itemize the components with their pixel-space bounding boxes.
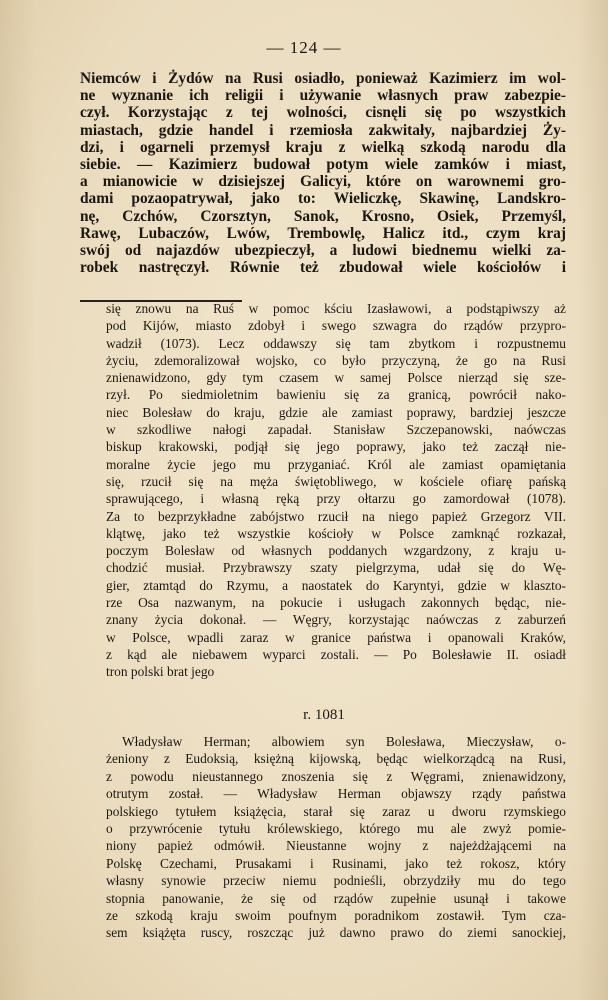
footnote-line: tron polski brat jego (106, 664, 215, 680)
reign-text-line: otrutym został. — Władysław Herman objawszy rządy państwa (106, 786, 566, 802)
main-text-line: Rawę, Lubaczów, Lwów, Trembowlę, Halicz itd., czym kraj (80, 224, 566, 242)
main-text-line: dzi, i ogarneli przemysł kraju z wielką szkodą narodu dla (80, 138, 566, 156)
reign-text-line: niony papież odmówił. Nieustanne wojny z najeżdżającemi na (106, 838, 566, 854)
main-text-line: swój od najazdów ubezpieczył, a ludowi biednemu wielki za- (80, 242, 566, 260)
footnote-line: moralne życie jego mu przyganiać. Król ale zamiast opamiętania (106, 456, 566, 472)
main-text-line: czył. Korzystając z tej wolności, cisnęli się po wszystkich (80, 104, 566, 122)
reign-text-line: ze szkodą kraju swoim poufnym poradnikom zostawił. Tym cza- (106, 908, 566, 924)
footnote-line: znany życia dokonał. — Węgry, korzystając naówczas z zaburzeń (106, 612, 566, 628)
main-text-block (80, 70, 566, 276)
reign-text-line: sem książęta ruscy, roszcząc już dawno prawo do ziemi sanockiej, (106, 925, 566, 941)
reign-text-line: stopnia panowanie, że się od rządów zupełnie usunął i takowe (106, 890, 566, 906)
footnote-line: z kąd ale niebawem wyparci zostali. — Po Bolesławie II. osiadł (106, 646, 566, 662)
main-text-line: miastach, gdzie handel i rzemiosła zakwitały, najbardziej Ży- (80, 121, 566, 139)
reign-text-line: o przywrócenie tytułu królewskiego, którego mu ale zwyż pomie- (106, 821, 566, 837)
footnote-line: wadził (1073). Lecz oddawszy się tam zbytkom i rozpustnemu (106, 335, 566, 351)
main-text-line: ne wyznanie ich religii i używanie własnych praw zabezpie- (80, 87, 566, 105)
footnote-line: pod Kijów, miasto zdobył i swego szwagra do rządów przypro- (106, 318, 566, 334)
footnote-line: się, rzucił się na męża świętobliwego, w kościele ofiarę pańską (106, 473, 566, 489)
reign-text-line: żeniony z Eudoksią, księżną kijowską, będąc wielkorządcą na Rusi, (106, 751, 566, 767)
page-number: — 124 — (266, 38, 342, 57)
footnote-line: się znowu na Ruś w pomoc kściu Izasławowi, a podstąpiwszy aż (106, 301, 566, 316)
main-text-line: a mianowicie w dzisiejszej Galicyi, które on warownemi gro- (80, 173, 566, 191)
reign-text-line: Władysław Herman; albowiem syn Bolesława, Mieczysław, o- (122, 734, 566, 749)
reign-text-block (106, 733, 566, 942)
reign-text-line: Polskę Czechami, Prusakami i Rusinami, jako też rokosz, który (106, 855, 566, 871)
footnote-line: życiu, zdemoralizował wojsko, co było przyczyną, że go na Rusi (106, 352, 566, 368)
footnote-line: klątwę, jako też wszystkie kościoły w Polsce zamknąć rozkazał, (106, 525, 566, 541)
year-heading: r. 1081 (303, 707, 345, 723)
footnote-line: znienawidzono, gdy tym czasem w samej Polsce nierząd się sze- (106, 370, 566, 386)
main-text-line: robek nastręczył. Równie też zbudował wiele kościołów i (80, 259, 566, 277)
footnote-line: rzył. Po siedmioletnim bawieniu się za granicą, powrócił nako- (106, 387, 566, 403)
footnote-line: poczym Bolesław od własnych poddanych wzgardzony, z kraju u- (106, 543, 566, 559)
footnote-line: chodzić musiał. Przybrawszy szaty pielgrzyma, udał się do Wę- (106, 560, 566, 576)
footnote-line: biskup krakowski, podjął się jego poprawy, jako też zaczął nie- (106, 439, 566, 455)
main-text-line: dami pozaopatrywał, jako to: Wieliczkę, Skawinę, Landskro- (80, 190, 566, 208)
main-text-line: nę, Czchów, Czorsztyn, Sanok, Krosno, Osiek, Przemyśl, (80, 207, 566, 225)
footnote-line: niec Bolesław do kraju, gdzie ale zamiast poprawy, bardziej jeszcze (106, 404, 566, 420)
footnote-line: Za to bezprzykładne zabójstwo rzucił na niego papież Grzegorz VII. (106, 508, 566, 524)
footnote-line: w szkodliwe nałogi zapadał. Stanisław Szczepanowski, naówczas (106, 422, 566, 438)
reign-text-line: polskiego tytułem książęcia, starał się zaraz u dworu rzymskiego (106, 803, 566, 819)
footnote-line: gier, ztamtąd do Rzymu, a naostatek do Karyntyi, gdzie w klaszto- (106, 577, 566, 593)
reign-text-line: z powodu nieustannego znoszenia się z Węgrami, znienawidzony, (106, 768, 566, 784)
footnote-line: sprawującego, i własną ręką przy ołtarzu go zamordował (1078). (106, 491, 566, 507)
footnote-line: w Polsce, wpadli zaraz w granice państwa i opanowali Kraków, (106, 629, 566, 645)
footnote-block (106, 300, 566, 681)
reign-text-line: własny synowie przeciw niemu podnieśli, obrzydziły mu do tego (106, 873, 566, 889)
main-text-line: siebie. — Kazimierz budował potym wiele zamków i miast, (80, 156, 566, 174)
footnote-line: rze Osa nazwanym, na pokucie i usługach zakonnych będąc, nie- (106, 595, 566, 611)
main-text-line: Niemców i Żydów na Rusi osiadło, ponieważ Kazimierz im wol- (80, 70, 566, 87)
